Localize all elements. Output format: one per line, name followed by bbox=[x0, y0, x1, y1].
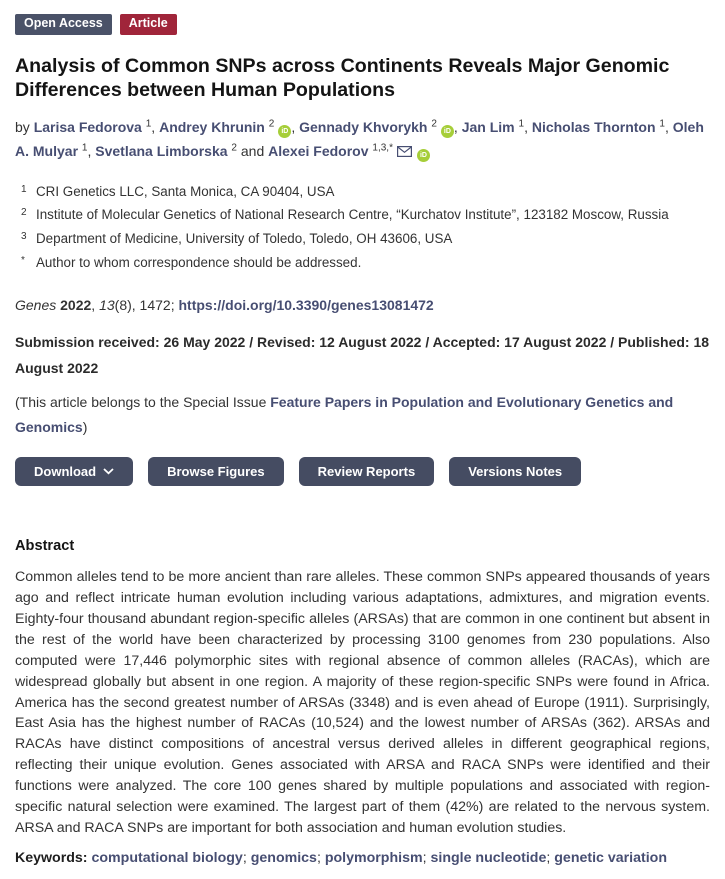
author-link[interactable]: Larisa Fedorova bbox=[33, 118, 142, 135]
keyword-link[interactable]: computational biology bbox=[91, 849, 243, 866]
abstract-text: Common alleles tend to be more ancient than rare alleles. These common SNPs appeared thousands of years ago and reflect intricate human evolution including various adaptations, admixtures, and migration events. Eighty-four thousand abundant region-specific alleles (ARSAs) that are common in one continent but absent in the rest of the world have been characterized by processing 3100 genomes from 230 populations. Also computed were 17,446 polymorphic sites with regional absence of common alleles (RACAs), which are widespread globally but absent in one region. A majority of these region-specific SNPs were found in Africa. America has the second greatest number of ARSAs (3348) and is even ahead of Europe (1911). Surprisingly, East Asia has the highest number of RACAs (10,524) and the lowest number of ARSAs (362). ARSAs and RACAs have distinct compositions of ancestral versus derived alleles in different geographical regions, reflecting their unique evolution. Genes associated with ARSA and RACA SNPs were identified and their functions were analyzed. The core 100 genes shared by multiple populations and associated with region-specific natural selection were examined. The largest part of them (42%) are related to the nervous system. ARSA and RACA SNPs are important for both association and human evolution studies. bbox=[15, 569, 710, 836]
dates-line: Submission received: 26 May 2022 / Revised: 12 August 2022 / Accepted: 17 August 2022 / Published: 18 August 2022 bbox=[15, 334, 710, 377]
author-link[interactable]: Gennady Khvorykh bbox=[299, 118, 428, 135]
keywords-line bbox=[15, 848, 710, 869]
article-type-badge[interactable]: Article bbox=[120, 14, 177, 35]
affiliation-text: CRI Genetics LLC, Santa Monica, CA 90404, USA bbox=[36, 183, 335, 199]
affiliation-text: Institute of Molecular Genetics of National Research Centre, “Kurchatov Institute”, 123182 Moscow, Russia bbox=[36, 207, 669, 223]
by-label: by bbox=[15, 118, 34, 135]
special-issue-line bbox=[15, 390, 710, 440]
affiliation-row bbox=[15, 251, 710, 275]
author-link[interactable]: Svetlana Limborska bbox=[95, 142, 228, 159]
author-affiliation-sup: 2 bbox=[268, 118, 275, 130]
author-affiliation-sup: 1 bbox=[145, 118, 152, 130]
author-affiliation-sup: 2 bbox=[431, 118, 437, 130]
author-affiliation-sup: 1 bbox=[659, 118, 665, 130]
orcid-icon[interactable]: iD bbox=[441, 125, 454, 138]
orcid-icon[interactable]: iD bbox=[417, 149, 430, 162]
author-link[interactable]: Nicholas Thornton bbox=[531, 118, 656, 135]
badge-row bbox=[15, 14, 710, 35]
author-link[interactable]: Oleh A. Mulyar bbox=[15, 118, 704, 159]
chevron-down-icon bbox=[103, 468, 114, 475]
keyword-link[interactable]: single nucleotide bbox=[430, 849, 547, 866]
affiliation-marker: 1 bbox=[21, 183, 27, 195]
special-issue-suffix: ) bbox=[82, 419, 88, 436]
action-toolbar bbox=[15, 457, 710, 486]
review-reports-button[interactable]: Review Reports bbox=[299, 457, 435, 486]
affiliation-marker: 2 bbox=[21, 207, 27, 219]
author-affiliation-sup: 1 bbox=[81, 142, 88, 154]
download-button[interactable] bbox=[15, 457, 133, 486]
keyword-link[interactable]: polymorphism bbox=[324, 849, 423, 866]
author-affiliation-sup: 2 bbox=[231, 142, 237, 154]
special-issue-link[interactable]: Feature Papers in Population and Evolutionary Genetics and Genomics bbox=[15, 394, 674, 436]
download-label: Download bbox=[34, 464, 97, 480]
keywords-links: computational biology; genomics; polymorphism; single nucleotide; genetic variation bbox=[91, 849, 668, 866]
affiliation-row bbox=[15, 227, 710, 251]
affiliation-text: Department of Medicine, University of Toledo, Toledo, OH 43606, USA bbox=[36, 230, 453, 246]
journal-name: Genes bbox=[15, 297, 57, 314]
citation-year: 2022 bbox=[60, 297, 92, 314]
citation-line bbox=[15, 295, 710, 316]
keyword-link[interactable]: genetic variation bbox=[554, 849, 668, 866]
author-link[interactable]: Andrey Khrunin bbox=[159, 118, 265, 135]
abstract-heading: Abstract bbox=[15, 538, 75, 555]
affiliation-row bbox=[15, 203, 710, 227]
versions-notes-button[interactable]: Versions Notes bbox=[449, 457, 581, 486]
affiliation-marker: 3 bbox=[21, 230, 27, 242]
open-access-badge[interactable]: Open Access bbox=[15, 14, 112, 35]
citation-issue-pages: (8), 1472; bbox=[114, 297, 179, 314]
doi-link[interactable]: https://doi.org/10.3390/genes13081472 bbox=[178, 297, 434, 314]
affiliation-row bbox=[15, 180, 710, 204]
author-link[interactable]: Jan Lim bbox=[461, 118, 515, 135]
keyword-link[interactable]: genomics bbox=[250, 849, 317, 866]
author-list: by Larisa Fedorova $^1$, Andrey Khrunin $^2$iD , Gennady Khvorykh $^2$iD , Jan Lim $^1$, Nicholas Thornton $^1$, Oleh A. Mulyar $^1$, Svetlana Limborska $^2$ and Alexei Fedorov $^{1,3,*}$iD bbox=[15, 115, 710, 164]
envelope-icon[interactable] bbox=[397, 140, 412, 164]
special-issue-prefix: (This article belongs to the Special Issue bbox=[15, 394, 271, 411]
affiliation-text: Author to whom correspondence should be addressed. bbox=[36, 254, 362, 270]
affiliation-marker: * bbox=[21, 254, 25, 266]
citation-volume: 13 bbox=[99, 297, 115, 314]
keywords-label: Keywords: bbox=[15, 849, 88, 866]
author-affiliation-sup: 1,3,* bbox=[372, 142, 393, 154]
affiliation-list bbox=[15, 180, 710, 274]
author-affiliation-sup: 1 bbox=[518, 118, 525, 130]
article-title: Analysis of Common SNPs across Continents Reveals Major Genomic Differences between Human Populations bbox=[15, 54, 670, 102]
browse-figures-button[interactable]: Browse Figures bbox=[148, 457, 284, 486]
citation-sep: , bbox=[91, 297, 100, 314]
author-link[interactable]: Alexei Fedorov bbox=[268, 142, 369, 159]
orcid-icon[interactable]: iD bbox=[278, 125, 291, 138]
